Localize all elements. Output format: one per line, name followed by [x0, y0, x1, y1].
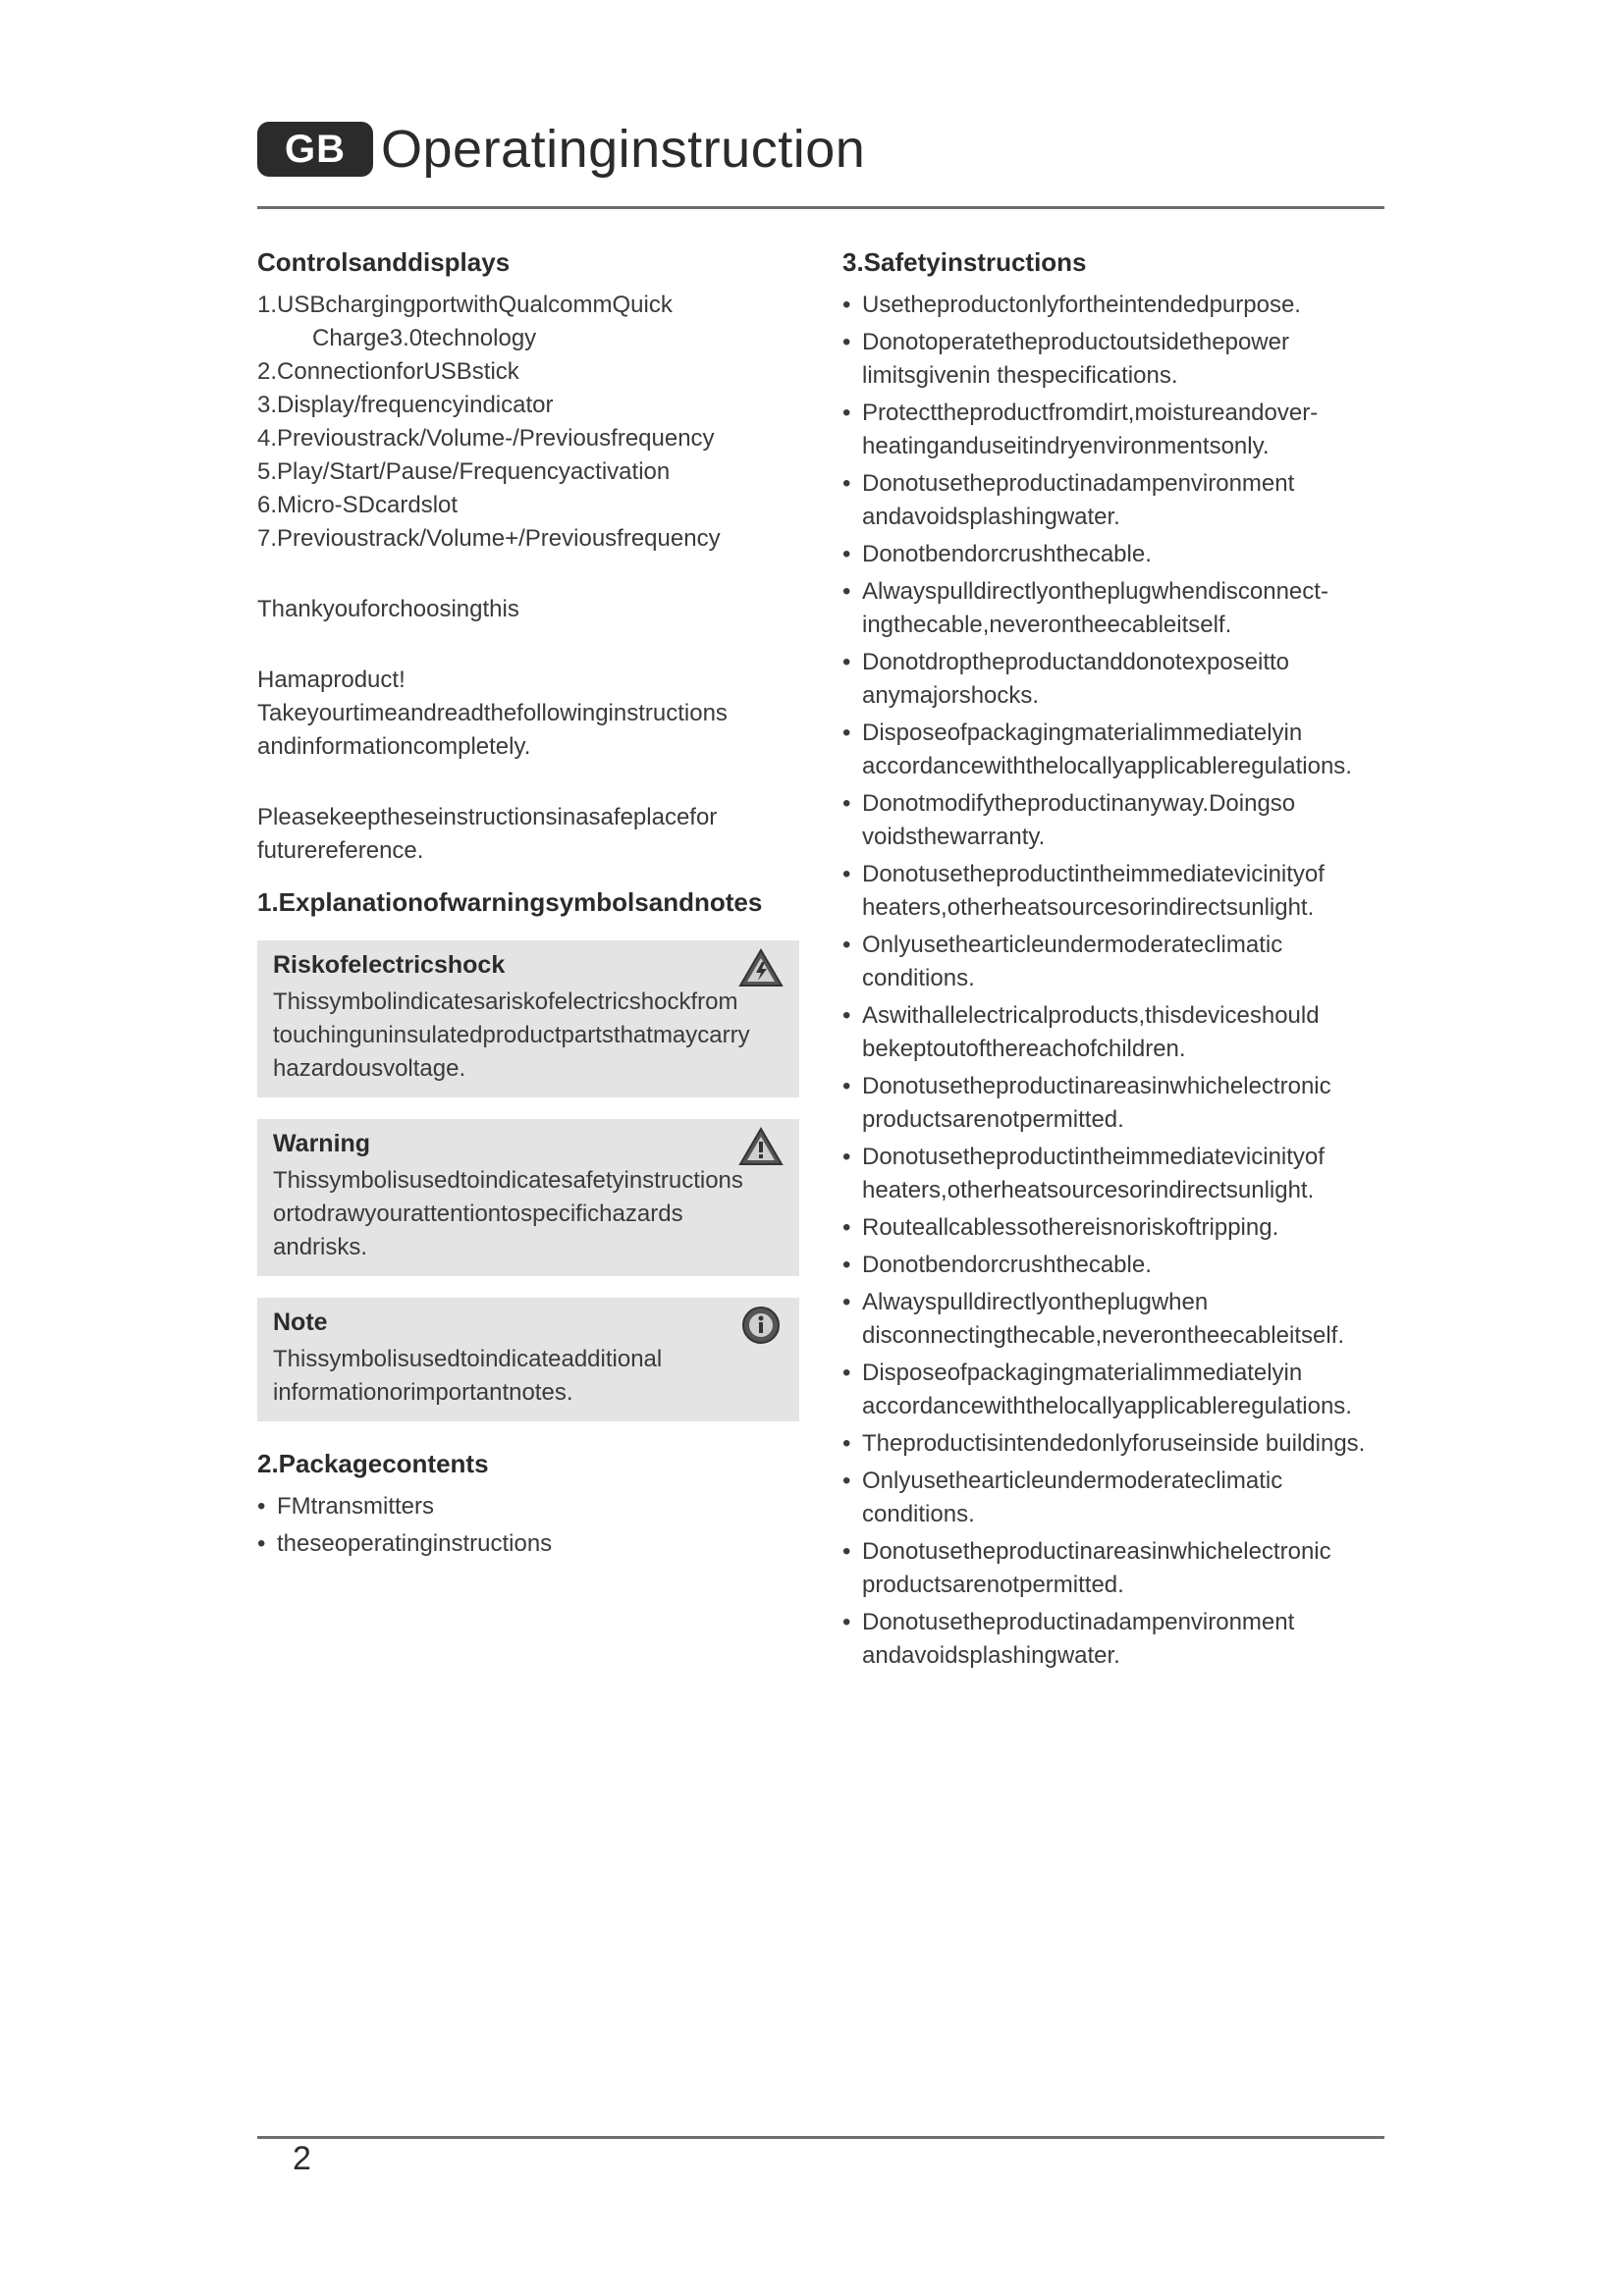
notice-title: Riskofelectricshock	[273, 951, 506, 979]
controls-item: 3.Display/frequencyindicator	[257, 392, 554, 418]
safety-item: • Donotusetheproductinareasinwhichelectronic productsarenotpermitted.	[842, 1070, 1384, 1137]
controls-list	[257, 289, 799, 556]
controls-item: 7.Previoustrack/Volume+/Previousfrequency	[257, 525, 721, 552]
notice-title: Note	[273, 1308, 328, 1336]
electric-shock-box	[257, 940, 799, 1097]
safety-item: • Usetheproductonlyfortheintendedpurpose.	[842, 289, 1384, 322]
safety-item: • Theproductisintendedonlyforuseinside buildings.	[842, 1427, 1384, 1461]
info-circle-icon	[738, 1306, 784, 1345]
safety-item: • Donotbendorcrushthecable.	[842, 538, 1384, 571]
controls-item: 4.Previoustrack/Volume-/Previousfrequency	[257, 425, 715, 452]
notice-title: Warning	[273, 1130, 371, 1157]
language-badge: GB	[257, 122, 373, 177]
left-column	[257, 245, 799, 1565]
intro-keep-instructions: Pleasekeeptheseinstructionsinasafeplacefor futurereference.	[257, 804, 718, 864]
safety-item: • Aswithallelectricalproducts,thisdeviceshould bekeptoutofthereachofchildren.	[842, 999, 1384, 1066]
safety-heading: 3.Safetyinstructions	[842, 247, 1087, 277]
header-divider	[257, 206, 1384, 209]
controls-item: 2.ConnectionforUSBstick	[257, 358, 519, 385]
safety-item: • Onlyusethearticleundermoderateclimatic conditions.	[842, 1465, 1384, 1531]
notice-text: Thissymbolisusedtoindicateadditional informationorimportantnotes.	[273, 1346, 663, 1406]
safety-item: • Routeallcablessothereisnoriskoftripping.	[842, 1211, 1384, 1245]
warnings-heading: 1.Explanationofwarningsymbolsandnotes	[257, 887, 763, 917]
safety-item: • Donotusetheproductinadampenvironment andavoidsplashingwater.	[842, 1606, 1384, 1673]
safety-item: • Alwayspulldirectlyontheplugwhendisconnect- ingthecable,neverontheecableitself.	[842, 575, 1384, 642]
safety-item: • Donotusetheproductintheimmediatevicinityof heaters,otherheatsourcesorindirectsunlight.	[842, 858, 1384, 925]
safety-item: • Alwayspulldirectlyontheplugwhen disconnectingthecable,neverontheecableitself.	[842, 1286, 1384, 1353]
safety-item: • Disposeofpackagingmaterialimmediatelyin accordancewiththelocallyapplicableregulations.	[842, 717, 1384, 783]
controls-item: 1.USBchargingportwithQualcommQuick Charge3.0technology	[257, 292, 673, 351]
safety-item: • Disposeofpackagingmaterialimmediatelyin accordancewiththelocallyapplicableregulations.	[842, 1357, 1384, 1423]
intro-thanks: Thankyouforchoosingthis	[257, 596, 519, 622]
package-list	[257, 1490, 799, 1561]
page-header	[257, 116, 865, 183]
controls-heading: Controlsanddisplays	[257, 247, 511, 277]
safety-item: • Donotbendorcrushthecable.	[842, 1249, 1384, 1282]
safety-item: • Donotusetheproductinareasinwhichelectronic productsarenotpermitted.	[842, 1535, 1384, 1602]
note-box	[257, 1298, 799, 1421]
controls-item: 6.Micro-SDcardslot	[257, 492, 459, 518]
notice-text: Thissymbolisusedtoindicatesafetyinstructions ortodrawyourattentiontospecifichazards andrisks.	[273, 1167, 743, 1260]
warning-triangle-icon	[738, 948, 784, 988]
page-title: Operatinginstruction	[381, 120, 866, 179]
safety-list	[842, 289, 1384, 1673]
right-column	[842, 245, 1384, 1677]
package-item: • FMtransmitters	[257, 1490, 799, 1523]
footer-divider	[257, 2136, 1384, 2139]
safety-item: • Donotusetheproductintheimmediatevicinityof heaters,otherheatsourcesorindirectsunlight.	[842, 1141, 1384, 1207]
safety-item: • Donotdroptheproductanddonotexposeitto anymajorshocks.	[842, 646, 1384, 713]
safety-item: • Protecttheproductfromdirt,moistureandover- heatinganduseitindryenvironmentsonly.	[842, 397, 1384, 463]
package-item: • theseoperatinginstructions	[257, 1527, 799, 1561]
safety-item: • Donotoperatetheproductoutsidethepower limitsgivenin thespecifications.	[842, 326, 1384, 393]
notice-text: Thissymbolindicatesariskofelectricshockfrom touchinguninsulatedproductpartsthatmaycarry hazardousvoltage.	[273, 988, 750, 1082]
warning-triangle-icon	[738, 1127, 784, 1166]
warning-box	[257, 1119, 799, 1276]
intro-read-instructions: Takeyourtimeandreadthefollowinginstructions andinformationcompletely.	[257, 700, 728, 760]
safety-item: • Onlyusethearticleundermoderateclimatic conditions.	[842, 929, 1384, 995]
controls-item: 5.Play/Start/Pause/Frequencyactivation	[257, 458, 671, 485]
page-number: 2	[293, 2140, 311, 2177]
safety-item: • Donotusetheproductinadampenvironment andavoidsplashingwater.	[842, 467, 1384, 534]
intro-hama-product: Hamaproduct!	[257, 667, 406, 693]
safety-item: • Donotmodifytheproductinanyway.Doingso voidsthewarranty.	[842, 787, 1384, 854]
package-heading: 2.Packagecontents	[257, 1449, 489, 1478]
